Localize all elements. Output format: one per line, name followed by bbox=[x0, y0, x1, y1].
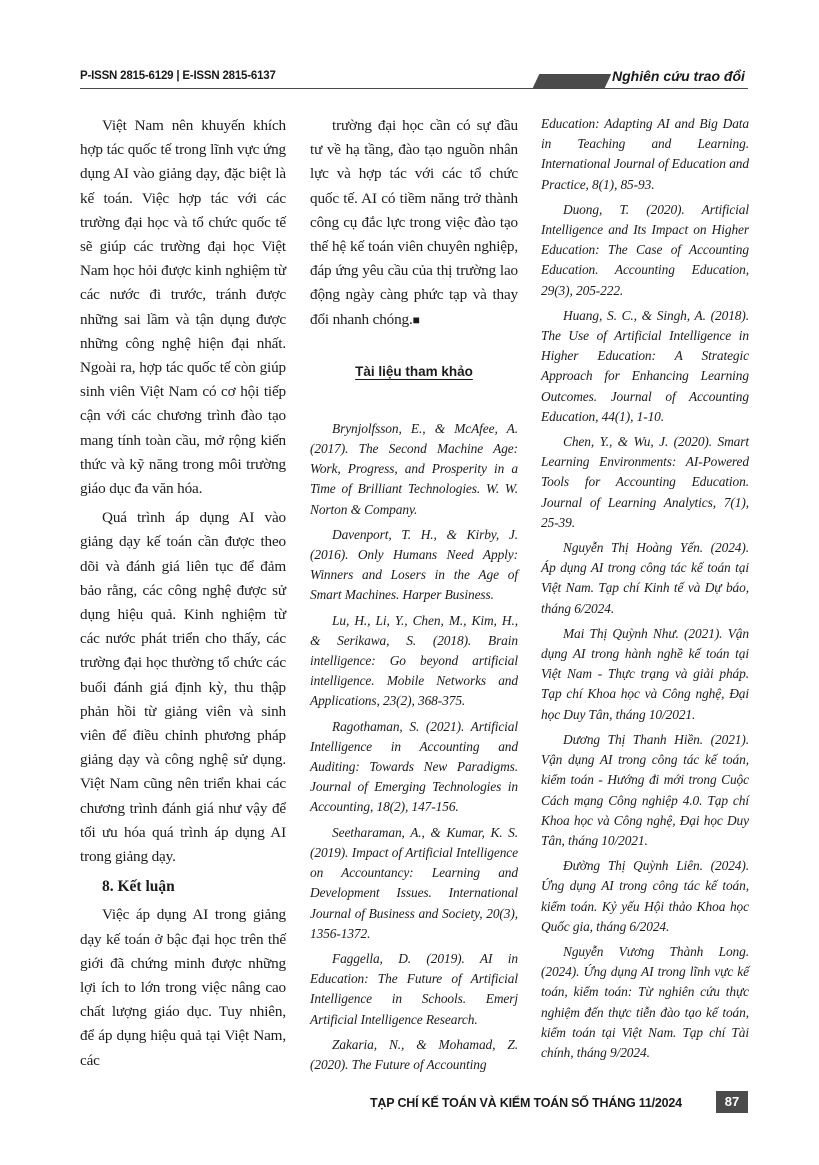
reference-item: Nguyễn Thị Hoàng Yến. (2024). Áp dụng AI trong công tác kế toán tại Việt Nam. Tạp chí Kinh tế và Dự báo, tháng 6/2024. bbox=[541, 540, 749, 616]
body-paragraph bbox=[310, 114, 518, 332]
reference-item: Faggella, D. (2019). AI in Education: The Future of Artificial Intelligence in Schools. Emerj Artificial Intelligence Research. bbox=[310, 950, 518, 1027]
column-3 bbox=[541, 114, 749, 1063]
body-paragraph: Việc áp dụng AI trong giảng dạy kế toán ở bậc đại học trên thế giới đã chứng minh được những lợi ích to lớn trong việc nâng cao chất lượng giáo dục. Tuy nhiên, để áp dụng hiệu quả tại Việt Nam, các bbox=[80, 906, 286, 1069]
page-number: 87 bbox=[716, 1091, 748, 1113]
column-1 bbox=[80, 114, 286, 1073]
journal-footer: TẠP CHÍ KẾ TOÁN VÀ KIỂM TOÁN SỐ THÁNG 11/2024 bbox=[370, 1096, 682, 1110]
reference-item: Lu, H., Li, Y., Chen, M., Kim, H., & Serikawa, S. (2018). Brain intelligence: Go beyond artificial intelligence. Mobile Networks and Applications, 23(2), 368-375. bbox=[310, 612, 518, 709]
body-paragraph: Quá trình áp dụng AI vào giảng dạy kế toán cần được theo dõi và đánh giá liên tục để đảm bảo rằng, các công nghệ được sử dụng hiệu quả. Kinh nghiệm từ các nước phát triển cho thấy, các trường đại học thường tổ chức các buổi đánh giá định kỳ, thu thập phản hồi từ giảng viên và sinh viên để điều chỉnh phương pháp giảng dạy và công nghệ sử dụng. Việt Nam cũng nên triển khai các chương trình đánh giá như vậy để tối ưu hóa quá trình áp dụng AI trong giảng dạy. bbox=[80, 509, 286, 866]
reference-item: Huang, S. C., & Singh, A. (2018). The Use of Artificial Intelligence in Higher Education: A Strategic Approach for Enhancing Learning Outcomes. Journal of Accounting Education, 44(1), 1-10. bbox=[541, 307, 749, 424]
reference-item-continued: Education: Adapting AI and Big Data in Teaching and Learning. International Journal of Education and Practice, 8(1), 85-93. bbox=[541, 116, 749, 192]
reference-item: Đường Thị Quỳnh Liên. (2024). Ứng dụng AI trong công tác kế toán, kiểm toán. Kỷ yếu Hội thảo Khoa học Quốc gia, tháng 6/2024. bbox=[541, 858, 749, 934]
reference-item: Duong, T. (2020). Artificial Intelligence and Its Impact on Higher Education: The Case of Accounting Education. Accounting Education, 29(3), 205-222. bbox=[541, 201, 749, 298]
reference-item: Nguyễn Vương Thành Long. (2024). Ứng dụng AI trong lĩnh vực kế toán, kiểm toán: Từ nghiên cứu thực nghiệm đến thực tiễn đào tạo kế toán, kiểm toán tại Việt Nam. Tạp chí Tài chính, tháng 9/2024. bbox=[541, 943, 749, 1060]
column-2 bbox=[310, 114, 518, 1075]
body-paragraph: Việt Nam nên khuyến khích hợp tác quốc tế trong lĩnh vực ứng dụng AI vào giảng dạy, đặc biệt là kế toán. Việc hợp tác với các trường đại học và tổ chức quốc tế sẽ giúp các trường đại học Việt Nam học hỏi được kinh nghiệm từ các nước đi trước, tránh được những sai lầm và tận dụng được những công nghệ hiện đại nhất. Ngoài ra, hợp tác quốc tế còn giúp sinh viên Việt Nam có cơ hội tiếp cận với các chương trình đào tạo mang tính toàn cầu, mở rộng kiến thức và kỹ năng trong môi trường giáo dục đa văn hóa. bbox=[80, 117, 286, 498]
body-text: trường đại học cần có sự đầu tư về hạ tầng, đào tạo nguồn nhân lực và hợp tác với các tổ chức quốc tế. AI có tiềm năng trở thành công cụ đắc lực trong việc đào tạo thế hệ kế toán viên chuyên nghiệp, đáp ứng yêu cầu của thị trường lao động ngày càng phức tạp và thay đổi nhanh chóng. bbox=[310, 117, 518, 328]
reference-item: Brynjolfsson, E., & McAfee, A. (2017). The Second Machine Age: Work, Progress, and Prosperity in a Time of Brilliant Technologies. W. W. Norton & Company. bbox=[310, 420, 518, 517]
issn-header: P-ISSN 2815-6129 | E-ISSN 2815-6137 bbox=[80, 70, 276, 82]
reference-item: Dương Thị Thanh Hiền. (2021). Vận dụng AI trong công tác kế toán, kiểm toán - Hướng đi mới trong Cuộc Cách mạng Công nghiệp 4.0. Tạp chí Khoa học và Công nghệ, Đại học Duy Tân, tháng 10/2021. bbox=[541, 731, 749, 848]
references-heading: Tài liệu tham khảo bbox=[355, 363, 473, 379]
conclusion-heading: 8. Kết luận bbox=[102, 878, 175, 896]
header-divider bbox=[80, 88, 748, 89]
reference-item: Seetharaman, A., & Kumar, K. S. (2019). Impact of Artificial Intelligence on Accountancy: Learning and Development Issues. International Journal of Business and Society, 20(3), 1356-1372. bbox=[310, 824, 518, 941]
end-of-article-mark: ■ bbox=[412, 312, 420, 327]
header-accent-bar bbox=[533, 74, 612, 88]
reference-item: Davenport, T. H., & Kirby, J. (2016). Only Humans Need Apply: Winners and Losers in the Age of Smart Machines. Harper Business. bbox=[310, 526, 518, 603]
reference-item: Chen, Y., & Wu, J. (2020). Smart Learning Environments: AI-Powered Tools for Accounting Education. Journal of Learning Analytics, 7(1), 25-39. bbox=[541, 434, 749, 530]
reference-item: Zakaria, N., & Mohamad, Z. (2020). The Future of Accounting bbox=[310, 1036, 518, 1072]
reference-item: Mai Thị Quỳnh Như. (2021). Vận dụng AI trong hành nghề kế toán tại Việt Nam - Thực trạng và giải pháp. Tạp chí Khoa học và Công nghệ, Đại học Duy Tân, tháng 10/2021. bbox=[541, 625, 749, 722]
reference-item: Ragothaman, S. (2021). Artificial Intelligence in Accounting and Auditing: Towards New Paradigms. Journal of Emerging Technologies in Accounting, 18(2), 147-156. bbox=[310, 718, 518, 815]
section-title: Nghiên cứu trao đổi bbox=[612, 68, 745, 84]
